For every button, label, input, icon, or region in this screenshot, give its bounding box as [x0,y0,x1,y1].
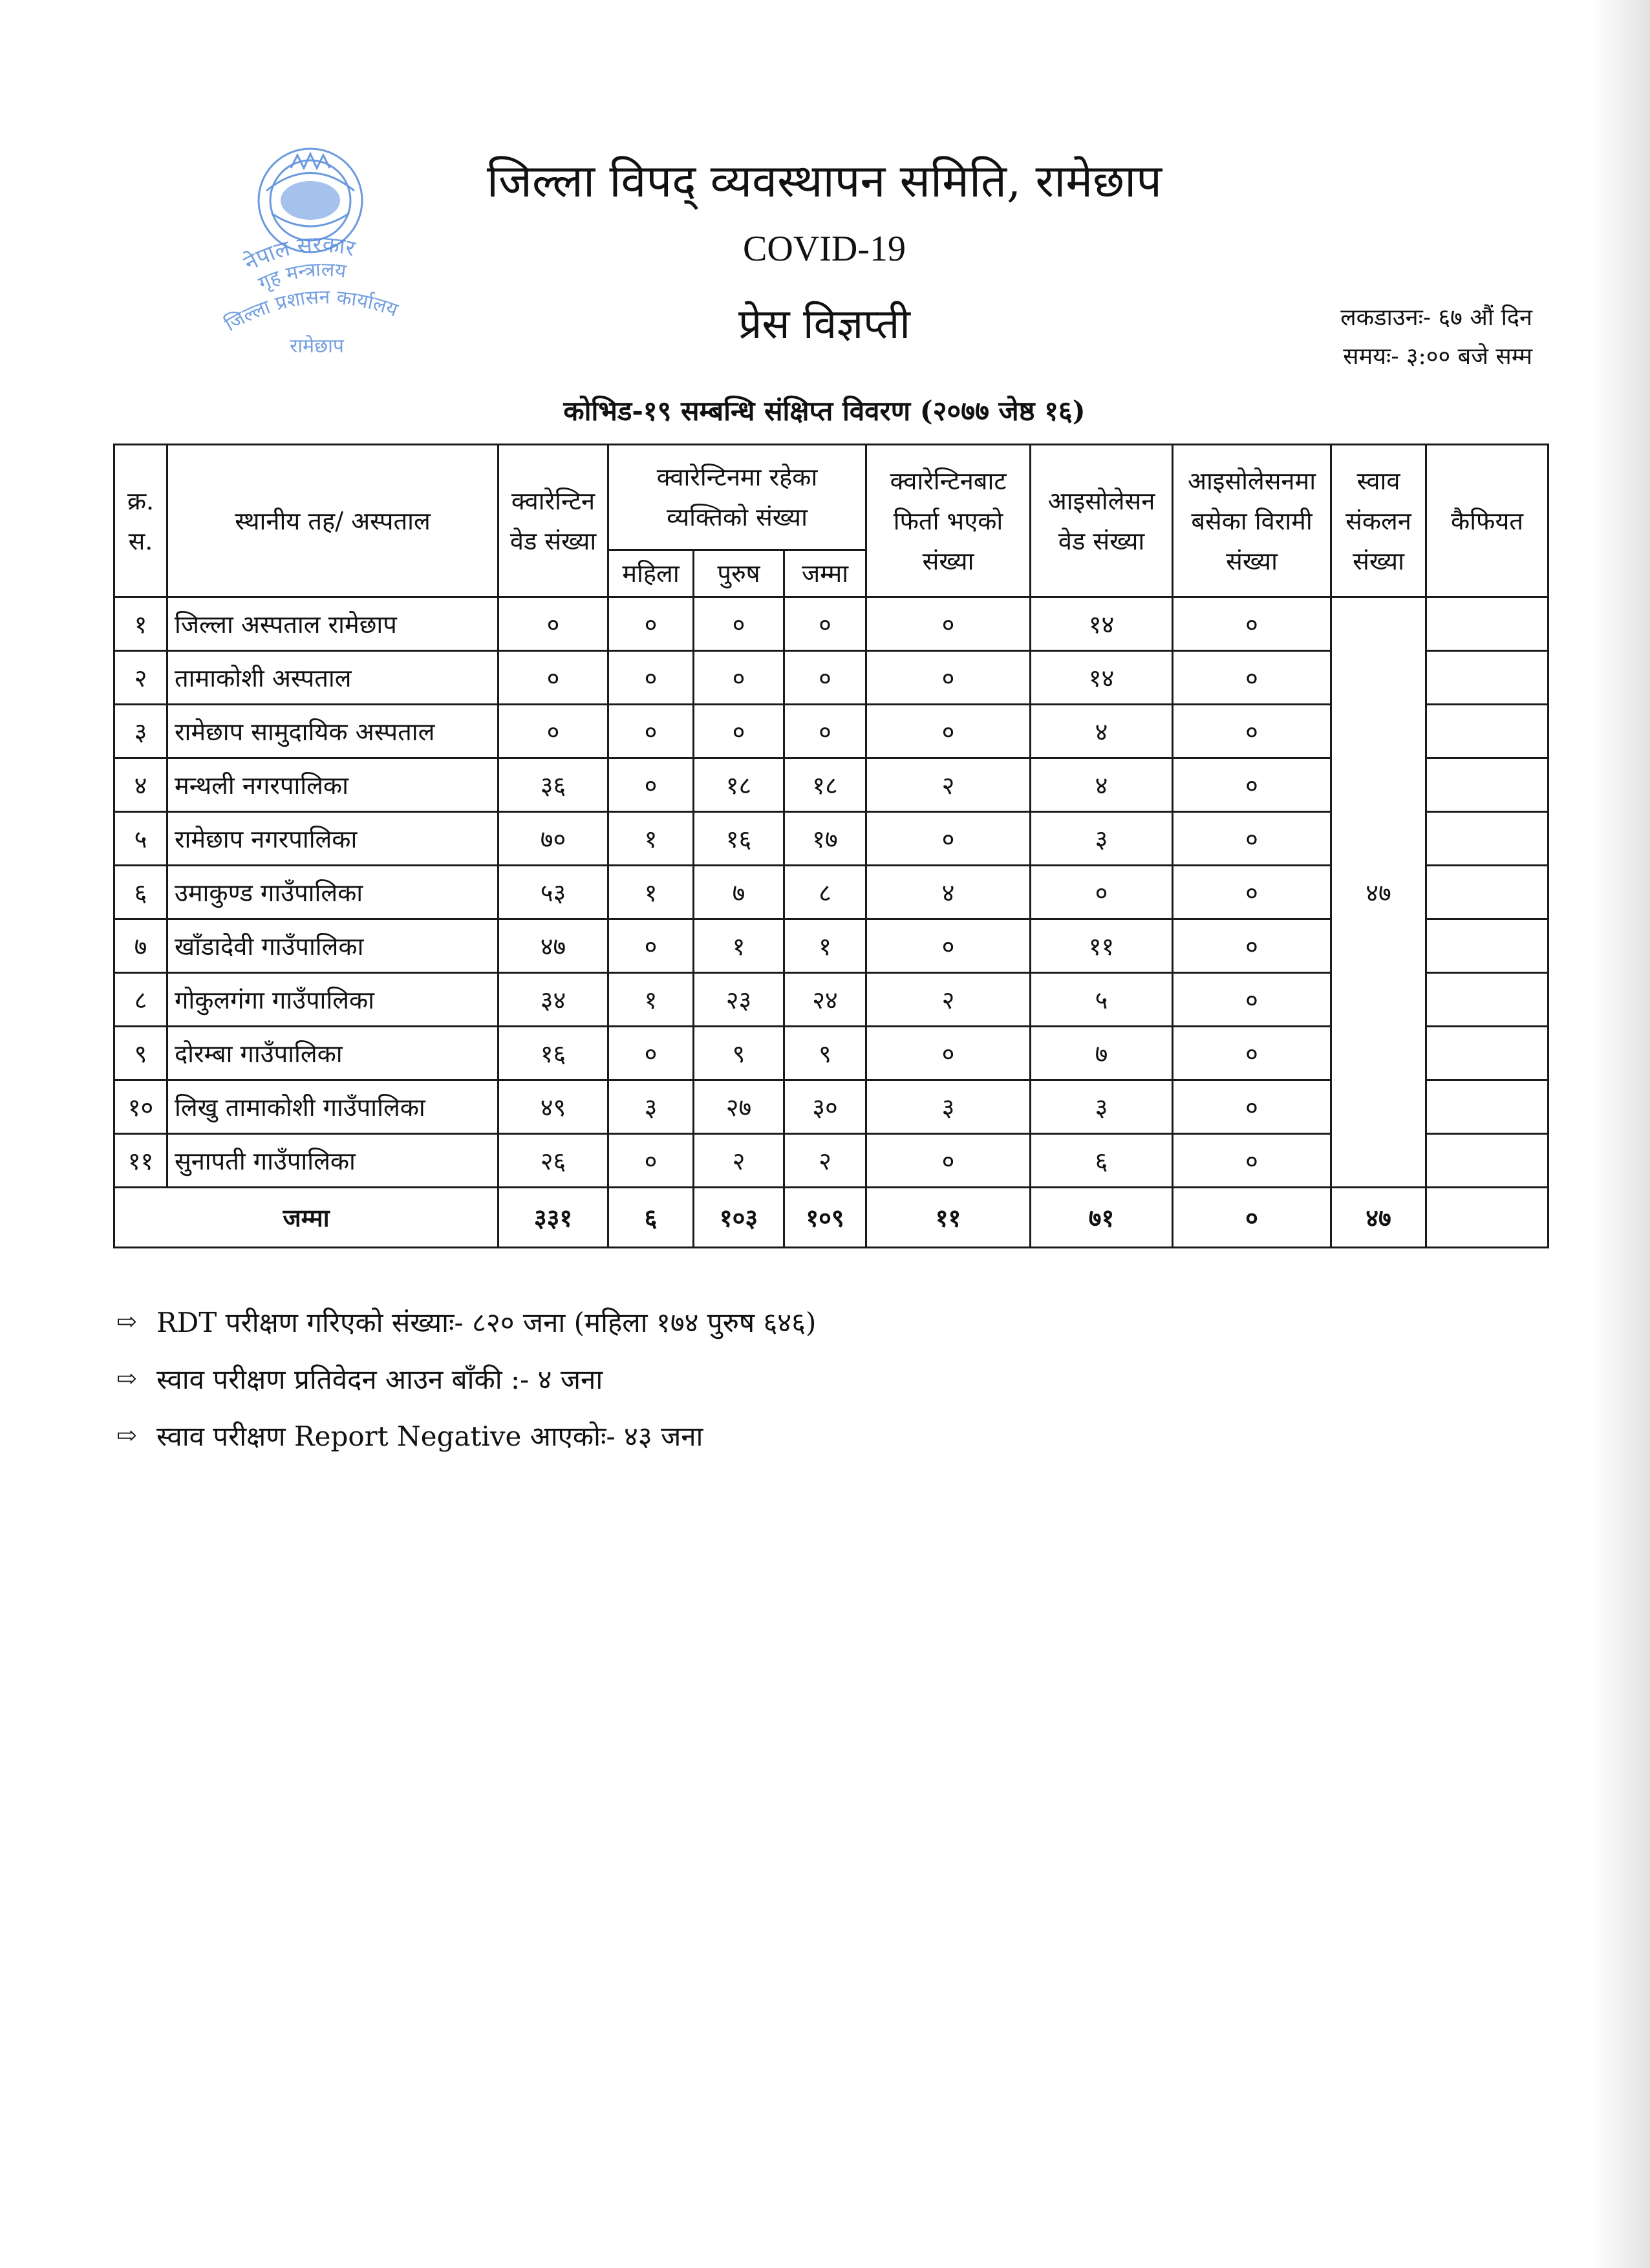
cell-name: सुनापती गाउँपालिका [167,1134,498,1188]
cell-sn: ६ [114,866,167,919]
total-returned: ११ [866,1188,1031,1248]
cell-ibeds: ४ [1031,705,1173,758]
header-quarantine-beds: क्वारेन्टिन वेड संख्या [498,445,608,597]
cell-female: ० [608,705,694,758]
cell-qbeds: ५३ [498,866,608,919]
cell-returned: ० [866,597,1031,651]
cell-remarks [1426,973,1548,1027]
cell-isolated: ० [1173,651,1331,705]
header-swab: स्वाव संकलन संख्या [1331,445,1426,597]
cell-total: ९ [784,1027,866,1080]
cell-qbeds: २६ [498,1134,608,1188]
scan-edge-shadow [1592,0,1650,2268]
cell-ibeds: ५ [1031,973,1173,1027]
cell-female: ० [608,597,694,651]
cell-male: २७ [694,1080,784,1134]
cell-name: लिखु तामाकोशी गाउँपालिका [167,1080,498,1134]
cell-sn: १० [114,1080,167,1134]
cell-female: ० [608,1134,694,1188]
cell-qbeds: १६ [498,1027,608,1080]
cell-name: जिल्ला अस्पताल रामेछाप [167,597,498,651]
total-male: १०३ [694,1188,784,1248]
cell-name: खाँडादेवी गाउँपालिका [167,919,498,973]
cell-isolated: ० [1173,597,1331,651]
total-isolated: ० [1173,1188,1331,1248]
cell-sn: ११ [114,1134,167,1188]
cell-male: ० [694,651,784,705]
cell-isolated: ० [1173,705,1331,758]
cell-remarks [1426,812,1548,866]
header-male: पुरुष [694,550,784,597]
note-item [116,1350,1280,1407]
cell-qbeds: ४९ [498,1080,608,1134]
report-meta [1340,299,1532,376]
cell-total: १७ [784,812,866,866]
cell-ibeds: ० [1031,866,1173,919]
cell-total: ० [784,705,866,758]
cell-total: २४ [784,973,866,1027]
cell-male: ९ [694,1027,784,1080]
cell-isolated: ० [1173,866,1331,919]
note-negative: स्वाव परीक्षण Report Negative आएकोः- ४३ जना [156,1420,703,1452]
lockdown-day: लकडाउनः- ६७ औं दिन [1340,305,1532,331]
cell-sn: ४ [114,758,167,812]
cell-male: १ [694,919,784,973]
cell-ibeds: १४ [1031,651,1173,705]
cell-sn: १ [114,597,167,651]
cell-total: १ [784,919,866,973]
cell-returned: ० [866,705,1031,758]
cell-sn: २ [114,651,167,705]
cell-remarks [1426,866,1548,919]
covid-subtitle: COVID-19 [743,229,906,269]
cell-returned: ० [866,812,1031,866]
cell-returned: २ [866,973,1031,1027]
cell-isolated: ० [1173,758,1331,812]
cell-swab-merged: ४७ [1331,597,1426,1188]
cell-ibeds: १४ [1031,597,1173,651]
cell-female: १ [608,973,694,1027]
cell-ibeds: ११ [1031,919,1173,973]
cell-name: तामाकोशी अस्पताल [167,651,498,705]
header-in-quarantine: क्वारेन्टिनमा रहेका व्यक्तिको संख्या [608,445,866,550]
seal-line-3: जिल्ला प्रशासन कार्यालय [220,286,401,337]
cell-remarks [1426,919,1548,973]
cell-isolated: ० [1173,1080,1331,1134]
cell-sn: ८ [114,973,167,1027]
total-remarks [1426,1188,1548,1248]
header-isolation-beds: आइसोलेसन वेड संख्या [1031,445,1173,597]
totals-label: जम्मा [114,1188,498,1248]
cell-name: उमाकुण्ड गाउँपालिका [167,866,498,919]
cell-female: ० [608,651,694,705]
cell-qbeds: ३६ [498,758,608,812]
header-total: जम्मा [784,550,866,597]
cell-total: ० [784,597,866,651]
cell-sn: ७ [114,919,167,973]
cell-remarks [1426,1027,1548,1080]
cell-isolated: ० [1173,973,1331,1027]
note-pending: स्वाव परीक्षण प्रतिवेदन आउन बाँकी :- ४ जना [156,1363,603,1395]
total-total: १०९ [784,1188,866,1248]
press-release-heading: प्रेस विज्ञप्ती [738,301,910,348]
cell-female: ३ [608,1080,694,1134]
cell-name: रामेछाप सामुदायिक अस्पताल [167,705,498,758]
cell-ibeds: ६ [1031,1134,1173,1188]
header-remarks: कैफियत [1426,445,1548,597]
cell-female: १ [608,812,694,866]
cell-qbeds: ३४ [498,973,608,1027]
header-returned: क्वारेन्टिनबाट फिर्ता भएको संख्या [866,445,1031,597]
cell-total: ३० [784,1080,866,1134]
total-female: ६ [608,1188,694,1248]
cell-total: ० [784,651,866,705]
cell-male: ७ [694,866,784,919]
cell-male: १८ [694,758,784,812]
arrow-right-icon: ⇨ [116,1364,137,1393]
cell-ibeds: ४ [1031,758,1173,812]
cell-total: २ [784,1134,866,1188]
cell-qbeds: ४७ [498,919,608,973]
cell-returned: ० [866,1134,1031,1188]
cell-female: ० [608,758,694,812]
arrow-right-icon: ⇨ [116,1421,137,1450]
cell-returned: ० [866,1027,1031,1080]
cell-sn: ५ [114,812,167,866]
seal-line-2: गृह मन्त्रालय [255,258,348,295]
cell-ibeds: ३ [1031,812,1173,866]
office-title: जिल्ला विपद् व्यवस्थापन समिति, रामेछाप [486,155,1162,208]
cell-name: मन्थली नगरपालिका [167,758,498,812]
cell-male: ० [694,597,784,651]
cell-isolated: ० [1173,1027,1331,1080]
cell-returned: ० [866,651,1031,705]
cell-total: ८ [784,866,866,919]
cell-remarks [1426,758,1548,812]
header-in-isolation: आइसोलेसनमा बसेका विरामी संख्या [1173,445,1331,597]
cell-qbeds: ७० [498,812,608,866]
cell-female: ० [608,919,694,973]
cell-remarks [1426,1134,1548,1188]
cell-total: १८ [784,758,866,812]
cell-male: ० [694,705,784,758]
cell-remarks [1426,651,1548,705]
report-time: समयः- ३:०० बजे सम्म [1343,343,1532,370]
cell-female: ० [608,1027,694,1080]
cell-name: गोकुलगंगा गाउँपालिका [167,973,498,1027]
cell-qbeds: ० [498,705,608,758]
cell-returned: ३ [866,1080,1031,1134]
cell-remarks [1426,597,1548,651]
cell-returned: २ [866,758,1031,812]
cell-male: २३ [694,973,784,1027]
header-sn: क्र. स. [114,445,167,597]
cell-sn: ३ [114,705,167,758]
cell-female: १ [608,866,694,919]
table-row [114,597,1548,651]
covid-summary-table [113,444,1549,1248]
cell-name: दोरम्बा गाउँपालिका [167,1027,498,1080]
total-ibeds: ७१ [1031,1188,1173,1248]
cell-male: १६ [694,812,784,866]
seal-line-1: नेपाल सरकार [240,231,358,277]
cell-male: २ [694,1134,784,1188]
header-female: महिला [608,550,694,597]
total-qbeds: ३३१ [498,1188,608,1248]
note-rdt: RDT परीक्षण गरिएको संख्याः- ८२० जना (महिला १७४ पुरुष ६४६) [156,1306,817,1338]
total-swab: ४७ [1331,1188,1426,1248]
cell-isolated: ० [1173,812,1331,866]
cell-ibeds: ७ [1031,1027,1173,1080]
table-caption: कोभिड-१९ सम्बन्धि संक्षिप्त विवरण (२०७७ जेष्ठ १६) [563,395,1086,427]
cell-qbeds: ० [498,651,608,705]
header-local-level: स्थानीय तह/ अस्पताल [167,445,498,597]
cell-ibeds: ३ [1031,1080,1173,1134]
cell-isolated: ० [1173,919,1331,973]
seal-line-4: रामेछाप [290,335,344,358]
note-item [116,1293,1280,1350]
cell-returned: ० [866,919,1031,973]
cell-qbeds: ० [498,597,608,651]
arrow-right-icon: ⇨ [116,1307,137,1336]
cell-remarks [1426,705,1548,758]
cell-remarks [1426,1080,1548,1134]
notes-list [116,1293,1280,1464]
cell-isolated: ० [1173,1134,1331,1188]
note-item [116,1407,1280,1464]
cell-sn: ९ [114,1027,167,1080]
totals-row [114,1188,1548,1248]
cell-name: रामेछाप नगरपालिका [167,812,498,866]
cell-returned: ४ [866,866,1031,919]
